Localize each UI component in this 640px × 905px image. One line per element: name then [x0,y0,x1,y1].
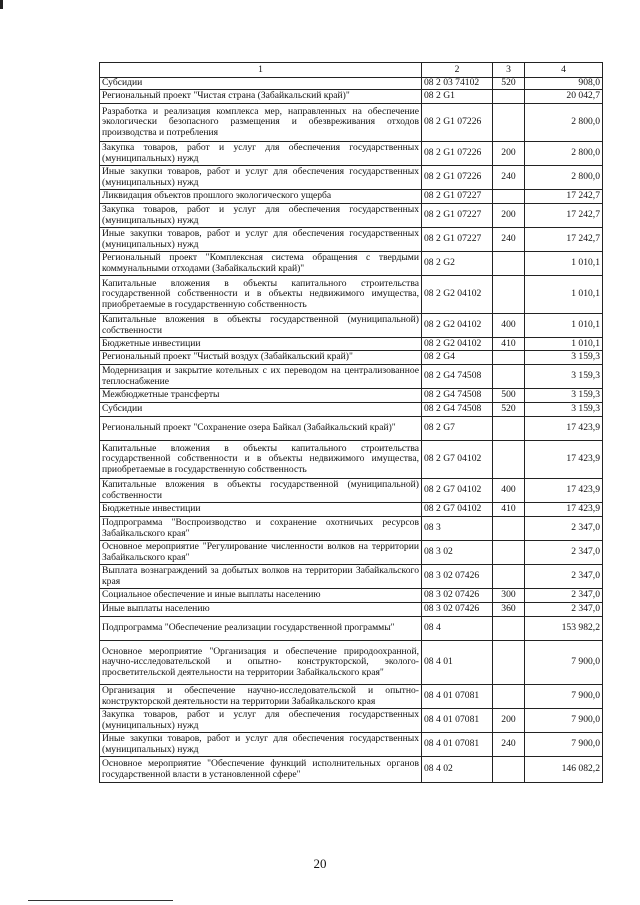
row-code-cell: 08 2 G7 04102 [422,441,493,479]
row-name-cell: Региональный проект "Чистая страна (Забайкальский край)" [100,90,422,104]
row-amount-cell: 7 900,0 [525,641,603,685]
row-amount-cell: 17 242,7 [525,228,603,252]
table-row [100,517,603,541]
table-row [100,641,603,685]
row-expense-type-cell: 360 [493,603,525,617]
row-amount-cell: 2 800,0 [525,104,603,142]
row-code-cell: 08 4 01 07081 [422,733,493,757]
row-expense-type-cell: 200 [493,142,525,166]
row-expense-type-cell: 410 [493,503,525,517]
row-expense-type-cell [493,365,525,389]
row-expense-type-cell [493,441,525,479]
row-code-cell: 08 2 G4 74508 [422,365,493,389]
row-expense-type-cell: 520 [493,403,525,417]
row-name-cell: Капитальные вложения в объекты капитального строительства государственной собственности и в объекты недвижимого имущества, приобретаемые в государственную собственность [100,276,422,314]
row-name-cell: Закупка товаров, работ и услуг для обеспечения государственных (муниципальных) нужд [100,142,422,166]
table-header-row [100,63,603,78]
table-row [100,338,603,351]
row-code-cell: 08 2 G2 04102 [422,314,493,338]
row-code-cell: 08 2 G1 07226 [422,166,493,190]
row-expense-type-cell [493,252,525,276]
table-row [100,617,603,641]
header-col-4: 4 [525,63,603,78]
row-code-cell: 08 4 01 07081 [422,709,493,733]
table-row [100,190,603,204]
row-name-cell: Основное мероприятие "Организация и обеспечение природоохранной, научно-исследовательской и опытно- конструкторской, эколого-просветительской деятельности на территории Забайкальского края" [100,641,422,685]
row-expense-type-cell: 240 [493,166,525,190]
row-expense-type-cell: 410 [493,338,525,351]
table-row [100,709,603,733]
row-amount-cell: 2 347,0 [525,565,603,589]
row-name-cell: Закупка товаров, работ и услуг для обеспечения государственных (муниципальных) нужд [100,204,422,228]
row-code-cell: 08 2 G1 07226 [422,142,493,166]
row-name-cell: Бюджетные инвестиции [100,503,422,517]
row-name-cell: Межбюджетные трансферты [100,389,422,403]
row-name-cell: Выплата вознаграждений за добытых волков на территории Забайкальского края [100,565,422,589]
table-row [100,541,603,565]
row-code-cell: 08 2 G4 74508 [422,403,493,417]
row-amount-cell: 1 010,1 [525,314,603,338]
row-expense-type-cell [493,641,525,685]
table-row [100,479,603,503]
row-amount-cell: 1 010,1 [525,338,603,351]
row-name-cell: Иные выплаты населению [100,603,422,617]
row-name-cell: Иные закупки товаров, работ и услуг для обеспечения государственных (муниципальных) нужд [100,733,422,757]
row-name-cell: Модернизация и закрытие котельных с их переводом на централизованное теплоснабжение [100,365,422,389]
row-amount-cell: 17 242,7 [525,204,603,228]
row-name-cell: Иные закупки товаров, работ и услуг для обеспечения государственных (муниципальных) нужд [100,228,422,252]
page-number: 20 [313,856,327,871]
table-row [100,389,603,403]
row-expense-type-cell [493,104,525,142]
row-expense-type-cell: 520 [493,78,525,90]
row-name-cell: Бюджетные инвестиции [100,338,422,351]
header-col-3: 3 [493,63,525,78]
row-name-cell: Подпрограмма "Воспроизводство и сохранение охотничьих ресурсов Забайкальского края" [100,517,422,541]
table-row [100,351,603,365]
row-expense-type-cell: 500 [493,389,525,403]
table-row [100,90,603,104]
table-body [100,78,603,783]
table-row [100,417,603,441]
table-row [100,685,603,709]
row-expense-type-cell: 240 [493,733,525,757]
row-expense-type-cell [493,757,525,783]
row-amount-cell: 17 423,9 [525,441,603,479]
table-row [100,166,603,190]
row-amount-cell: 17 423,9 [525,417,603,441]
row-code-cell: 08 4 01 07081 [422,685,493,709]
row-amount-cell: 146 082,2 [525,757,603,783]
row-expense-type-cell: 200 [493,709,525,733]
table-row [100,441,603,479]
row-expense-type-cell [493,90,525,104]
row-code-cell: 08 2 G1 [422,90,493,104]
row-expense-type-cell: 240 [493,228,525,252]
footnote-rule [28,900,173,901]
row-name-cell: Закупка товаров, работ и услуг для обеспечения государственных (муниципальных) нужд [100,709,422,733]
row-name-cell: Капитальные вложения в объекты государственной (муниципальной) собственности [100,479,422,503]
row-amount-cell: 17 423,9 [525,479,603,503]
row-expense-type-cell [493,517,525,541]
row-expense-type-cell: 200 [493,204,525,228]
row-amount-cell: 2 347,0 [525,589,603,603]
row-name-cell: Иные закупки товаров, работ и услуг для обеспечения государственных (муниципальных) нужд [100,166,422,190]
table-row [100,565,603,589]
row-amount-cell: 1 010,1 [525,252,603,276]
row-amount-cell: 20 042,7 [525,90,603,104]
row-name-cell: Социальное обеспечение и иные выплаты населению [100,589,422,603]
table-row [100,204,603,228]
row-name-cell: Региональный проект "Сохранение озера Байкал (Забайкальский край)" [100,417,422,441]
row-amount-cell: 2 347,0 [525,603,603,617]
table-row [100,228,603,252]
row-code-cell: 08 2 G1 07227 [422,204,493,228]
row-amount-cell: 2 347,0 [525,517,603,541]
row-amount-cell: 2 800,0 [525,142,603,166]
row-expense-type-cell [493,565,525,589]
row-name-cell: Капитальные вложения в объекты государственной (муниципальной) собственности [100,314,422,338]
table-row [100,365,603,389]
row-code-cell: 08 3 [422,517,493,541]
row-amount-cell: 153 982,2 [525,617,603,641]
row-amount-cell: 7 900,0 [525,733,603,757]
row-code-cell: 08 2 G1 07226 [422,104,493,142]
row-name-cell: Ликвидация объектов прошлого экологического ущерба [100,190,422,204]
row-amount-cell: 17 423,9 [525,503,603,517]
row-amount-cell: 7 900,0 [525,709,603,733]
row-code-cell: 08 2 G4 74508 [422,389,493,403]
row-code-cell: 08 2 G4 [422,351,493,365]
table-row [100,78,603,90]
row-expense-type-cell: 400 [493,314,525,338]
row-expense-type-cell [493,685,525,709]
row-code-cell: 08 2 G7 04102 [422,479,493,503]
row-expense-type-cell [493,417,525,441]
row-expense-type-cell [493,351,525,365]
row-expense-type-cell: 400 [493,479,525,503]
header-col-2: 2 [422,63,493,78]
row-amount-cell: 3 159,3 [525,403,603,417]
row-code-cell: 08 2 G1 07227 [422,228,493,252]
row-expense-type-cell [493,190,525,204]
table-row [100,503,603,517]
table-row [100,276,603,314]
row-amount-cell: 3 159,3 [525,365,603,389]
row-code-cell: 08 2 03 74102 [422,78,493,90]
row-code-cell: 08 4 01 [422,641,493,685]
row-name-cell: Региональный проект "Чистый воздух (Забайкальский край)" [100,351,422,365]
table-row [100,589,603,603]
row-code-cell: 08 3 02 07426 [422,565,493,589]
table-row [100,603,603,617]
row-amount-cell: 908,0 [525,78,603,90]
row-code-cell: 08 3 02 [422,541,493,565]
row-code-cell: 08 2 G7 04102 [422,503,493,517]
table-row [100,314,603,338]
row-code-cell: 08 2 G2 [422,252,493,276]
table-row [100,104,603,142]
row-name-cell: Капитальные вложения в объекты капитального строительства государственной собственности и в объекты недвижимого имущества, приобретаемые в государственную собственность [100,441,422,479]
row-amount-cell: 3 159,3 [525,389,603,403]
row-code-cell: 08 4 02 [422,757,493,783]
row-name-cell: Субсидии [100,403,422,417]
row-name-cell: Подпрограмма "Обеспечение реализации государственной программы" [100,617,422,641]
row-name-cell: Основное мероприятие "Регулирование численности волков на территории Забайкальского края" [100,541,422,565]
row-expense-type-cell [493,617,525,641]
row-code-cell: 08 2 G2 04102 [422,338,493,351]
row-code-cell: 08 2 G1 07227 [422,190,493,204]
row-amount-cell: 7 900,0 [525,685,603,709]
margin-mark [0,0,3,9]
row-code-cell: 08 2 G7 [422,417,493,441]
table-row [100,403,603,417]
row-name-cell: Разработка и реализация комплекса мер, направленных на обеспечение экологически безопасного размещения и обезвреживания отходов производства и потребления [100,104,422,142]
table-row [100,252,603,276]
row-name-cell: Региональный проект "Комплексная система обращения с твердыми коммунальными отходами (Забайкальский край)" [100,252,422,276]
row-amount-cell: 2 800,0 [525,166,603,190]
table-row [100,733,603,757]
row-name-cell: Организация и обеспечение научно-исследовательской и опытно-конструкторской деятельности на территории Забайкальского края [100,685,422,709]
row-expense-type-cell [493,276,525,314]
table-row [100,142,603,166]
row-code-cell: 08 4 [422,617,493,641]
row-expense-type-cell [493,541,525,565]
row-expense-type-cell: 300 [493,589,525,603]
header-col-1: 1 [100,63,422,78]
row-amount-cell: 1 010,1 [525,276,603,314]
row-name-cell: Основное мероприятие "Обеспечение функций исполнительных органов государственной власти в установленной сфере" [100,757,422,783]
table-row [100,757,603,783]
row-code-cell: 08 3 02 07426 [422,589,493,603]
row-amount-cell: 17 242,7 [525,190,603,204]
budget-table [99,62,603,783]
row-amount-cell: 2 347,0 [525,541,603,565]
row-amount-cell: 3 159,3 [525,351,603,365]
row-name-cell: Субсидии [100,78,422,90]
row-code-cell: 08 2 G2 04102 [422,276,493,314]
row-code-cell: 08 3 02 07426 [422,603,493,617]
